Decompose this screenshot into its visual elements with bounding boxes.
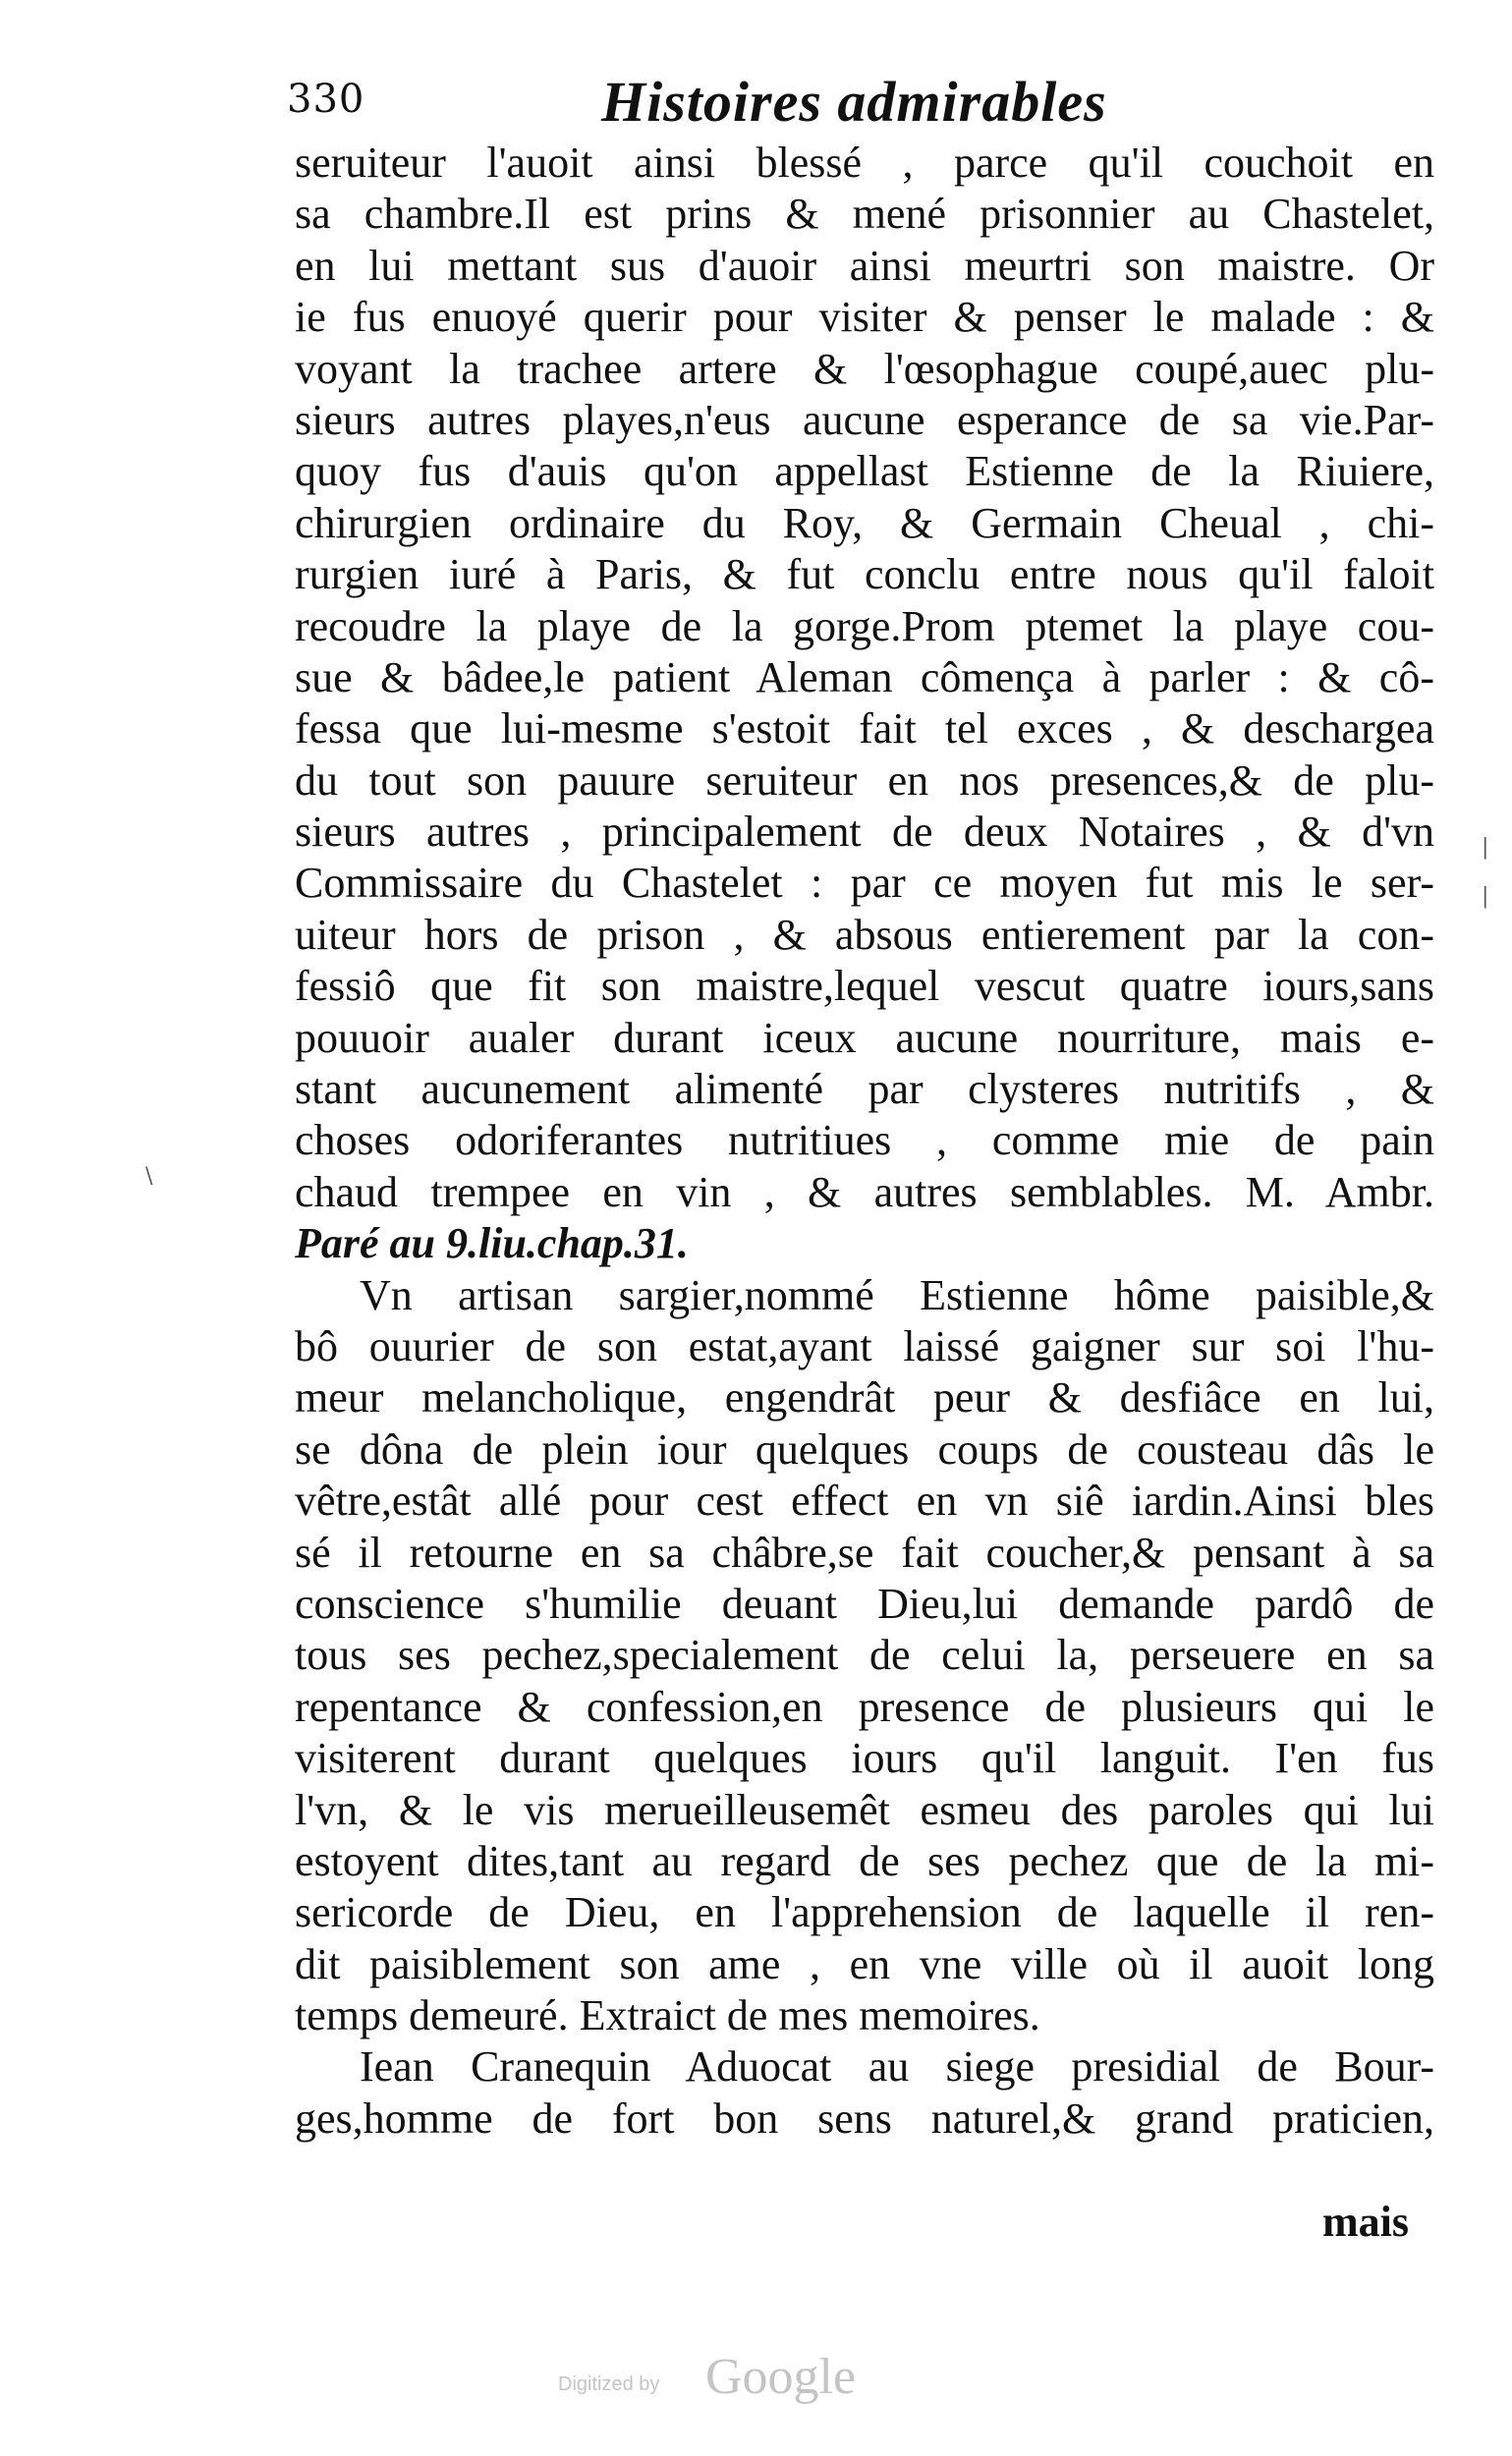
- text-line: vêtre,estât allé pour cest effect en vn siê iardin.Ainsi bles: [295, 1477, 1434, 1526]
- text-line: sieurs autres , principalement de deux Notaires , & d'vn: [295, 808, 1434, 857]
- text-line: recoudre la playe de la gorge.Prom ptemet la playe cou-: [295, 601, 1434, 650]
- text-line: uiteur hors de prison , & absous entierement par la con-: [295, 910, 1434, 959]
- text-line: sa chambre.Il est prins & mené prisonnier au Chastelet,: [295, 190, 1434, 239]
- body-text: [295, 138, 1434, 2145]
- text-line: sericorde de Dieu, en l'apprehension de laquelle il ren-: [295, 1888, 1434, 1937]
- text-line: stant aucunement alimenté par clysteres nutritifs , &: [295, 1065, 1434, 1114]
- page-header: [287, 69, 1427, 138]
- text-line: sieurs autres playes,n'eus aucune esperance de sa vie.Par-: [295, 395, 1434, 444]
- text-line: choses odoriferantes nutritiues , comme mie de pain: [295, 1116, 1434, 1165]
- text-line: fessiô que fit son maistre,lequel vescut quatre iours,sans: [295, 962, 1434, 1011]
- text-line: fessa que lui-mesme s'estoit fait tel exces , & deschargea: [295, 704, 1434, 754]
- text-line: rurgien iuré à Paris, & fut conclu entre nous qu'il faloit: [295, 550, 1434, 599]
- text-line: temps demeuré. Extraict de mes memoires.: [295, 1991, 1040, 2040]
- catchword: mais: [1322, 2198, 1409, 2246]
- text-line: repentance & confession,en presence de plusieurs qui le: [295, 1682, 1434, 1731]
- text-line: chaud trempee en vin , & autres semblables. M. Ambr.: [295, 1167, 1434, 1216]
- text-line: sé il retourne en sa châbre,se fait coucher,& pensant à sa: [295, 1528, 1434, 1577]
- running-title: Histoires admirables: [601, 70, 1107, 134]
- text-line: seruiteur l'auoit ainsi blessé , parce qu'il couchoit en: [295, 139, 1434, 187]
- text-line: ie fus enuoyé querir pour visiter & penser le malade : &: [295, 293, 1434, 342]
- text-line: Commissaire du Chastelet : par ce moyen fut mis le ser-: [295, 859, 1434, 908]
- text-line: du tout son pauure seruiteur en nos presences,& de plu-: [295, 755, 1434, 805]
- paragraph-start-line: Iean Cranequin Aduocat au siege presidial de Bour-: [360, 2042, 1434, 2092]
- text-line: meur melancholique, engendrât peur & desfiâce en lui,: [295, 1373, 1434, 1423]
- digitized-watermark: [558, 2348, 951, 2407]
- text-line: sue & bâdee,le patient Aleman cômença à parler : & cô-: [295, 652, 1434, 701]
- text-line: conscience s'humilie deuant Dieu,lui demande pardô de: [295, 1579, 1434, 1628]
- text-line: dit paisiblement son ame , en vne ville où il auoit long: [295, 1939, 1434, 1988]
- text-line: visiterent durant quelques iours qu'il languit. I'en fus: [295, 1734, 1434, 1783]
- text-line: en lui mettant sus d'auoir ainsi meurtri son maistre. Or: [295, 241, 1434, 290]
- paragraph-start-line: Vn artisan sargier,nommé Estienne hôme paisible,&: [360, 1270, 1434, 1319]
- text-line: pouuoir aualer durant iceux aucune nourriture, mais e-: [295, 1013, 1434, 1062]
- text-line: quoy fus d'auis qu'on appellast Estienne de la Riuiere,: [295, 447, 1434, 496]
- text-line: ges,homme de fort bon sens naturel,& grand praticien,: [295, 2093, 1434, 2143]
- text-line: chirurgien ordinaire du Roy, & Germain Cheual , chi-: [295, 498, 1434, 547]
- text-line: tous ses pechez,specialement de celui la, perseuere en sa: [295, 1631, 1434, 1680]
- margin-mark: |: [1482, 835, 1489, 860]
- watermark-prefix: Digitized by: [558, 2373, 660, 2395]
- page-number: 330: [287, 77, 365, 122]
- margin-mark: |: [1482, 884, 1489, 909]
- google-logo: Google: [705, 2349, 857, 2405]
- text-line: bô ouurier de son estat,ayant laissé gaigner sur soi l'hu-: [295, 1321, 1434, 1370]
- citation-line: Paré au 9.liu.chap.31.: [295, 1219, 689, 1268]
- text-line: estoyent dites,tant au regard de ses pechez que de la mi-: [295, 1836, 1434, 1885]
- text-line: l'vn, & le vis merueilleusemêt esmeu des paroles qui lui: [295, 1785, 1434, 1834]
- text-line: voyant la trachee artere & l'œsophague coupé,auec plu-: [295, 344, 1434, 393]
- margin-mark: \: [145, 1164, 153, 1189]
- text-line: se dôna de plein iour quelques coups de cousteau dâs le: [295, 1424, 1434, 1474]
